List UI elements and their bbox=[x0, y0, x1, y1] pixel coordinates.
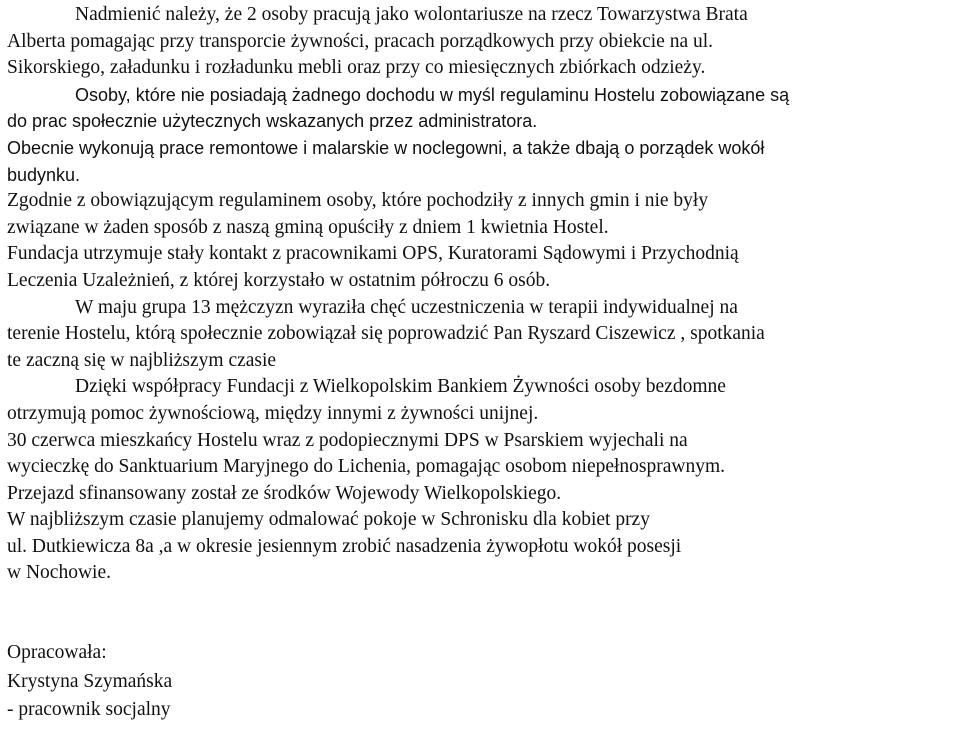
prepared-by-label: Opracowała: bbox=[7, 642, 107, 664]
paragraph-line: Fundacja utrzymuje stały kontakt z pracownikami OPS, Kuratorami Sądowymi i Przychodnią bbox=[7, 243, 739, 265]
paragraph-line: budynku. bbox=[7, 164, 81, 185]
paragraph-line: Alberta pomagając przy transporcie żywności, pracach porządkowych przy obiekcie na ul. bbox=[7, 30, 714, 52]
paragraph-line: otrzymują pomoc żywnościową, między innymi z żywności unijnej. bbox=[7, 402, 539, 424]
signature-block bbox=[7, 639, 955, 725]
author-role: - pracownik socjalny bbox=[7, 699, 171, 721]
paragraph-line: W maju grupa 13 mężczyzn wyraziła chęć uczestniczenia w terapii indywidualnej na bbox=[75, 296, 738, 318]
paragraph-line: 30 czerwca mieszkańcy Hostelu wraz z podopiecznymi DPS w Psarskiem wyjechali na bbox=[7, 429, 688, 451]
paragraph-line: wycieczkę do Sanktuarium Maryjnego do Lichenia, pomagając osobom niepełnosprawnym. bbox=[7, 456, 726, 478]
paragraph-line: terenie Hostelu, którą społecznie zobowiązał się poprowadzić Pan Ryszard Ciszewicz , spotkania bbox=[7, 323, 765, 345]
paragraph-line: Sikorskiego, załadunku i rozładunku mebli oraz przy co miesięcznych zbiórkach odzieży. bbox=[7, 57, 706, 79]
paragraph-line: do prac społecznie użytecznych wskazanych przez administratora. bbox=[7, 111, 538, 132]
author-name: Krystyna Szymańska bbox=[7, 670, 173, 692]
paragraph-line: W najbliższym czasie planujemy odmalować pokoje w Schronisku dla kobiet przy bbox=[7, 509, 650, 531]
paragraph-line: Zgodnie z obowiązującym regulaminem osoby, które pochodziły z innych gmin i nie były bbox=[7, 190, 709, 212]
paragraph-line: ul. Dutkiewicza 8a ,a w okresie jesiennym zrobić nasadzenia żywopłotu wokół posesji bbox=[7, 535, 682, 557]
paragraph-line: Nadmienić należy, że 2 osoby pracują jako wolontariusze na rzecz Towarzystwa Brata bbox=[75, 4, 748, 25]
paragraph-line: Przejazd sfinansowany został ze środków Wojewody Wielkopolskiego. bbox=[7, 482, 562, 504]
paragraph-line: Dzięki współpracy Fundacji z Wielkopolskim Bankiem Żywności osoby bezdomne bbox=[75, 376, 726, 398]
paragraph-line: w Nochowie. bbox=[7, 562, 111, 584]
spacer bbox=[7, 587, 955, 639]
paragraph-line: Leczenia Uzależnień, z której korzystało w ostatnim półroczu 6 osób. bbox=[7, 269, 551, 291]
paragraph-line: Osoby, które nie posiadają żadnego dochodu w myśl regulaminu Hostelu zobowiązane są bbox=[75, 84, 790, 105]
paragraph-line: Obecnie wykonują prace remontowe i malarskie w noclegowni, a także dbają o porządek wokół bbox=[7, 137, 765, 158]
paragraph-line: związane w żaden sposób z naszą gminą opuściły z dniem 1 kwietnia Hostel. bbox=[7, 216, 609, 238]
paragraph-line: te zaczną się w najbliższym czasie bbox=[7, 349, 277, 371]
document-page bbox=[7, 2, 955, 725]
